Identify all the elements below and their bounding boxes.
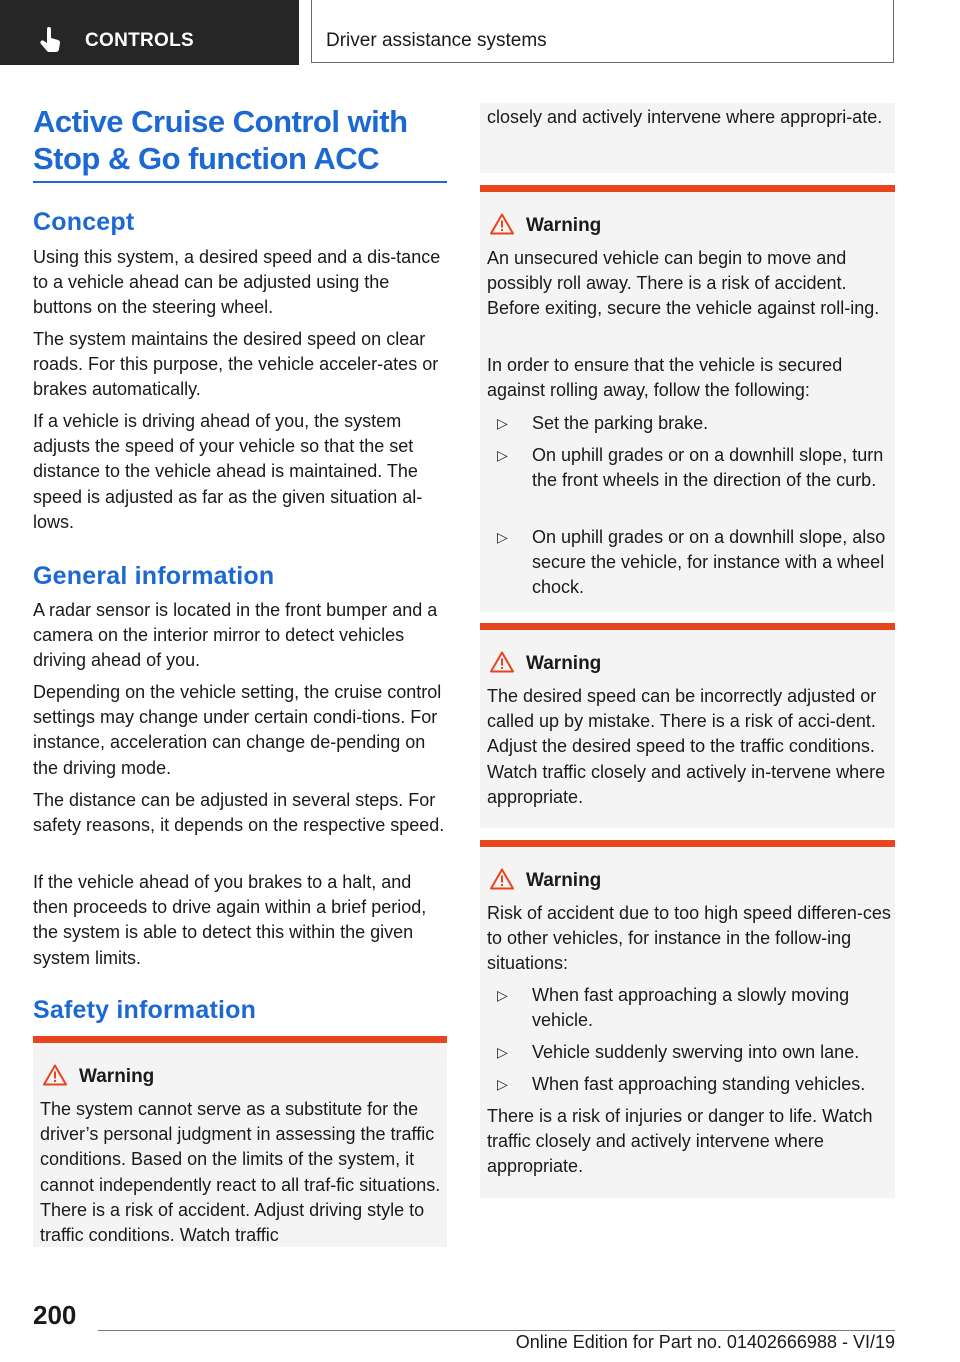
footer-divider [98, 1330, 895, 1331]
warning-box-2 [480, 185, 895, 612]
warning-triangle-icon [490, 651, 514, 673]
concept-paragraph-3: If a vehicle is driving ahead of you, the system adjusts the speed of your vehicle so that the set distance to the vehicle ahead is maintained. The speed is adjusted as far as the given situation al-lows. [33, 411, 423, 532]
page-title: Active Cruise Control with Stop & Go function ACC [33, 104, 408, 176]
general-paragraph-3: The distance can be adjusted in several steps. For safety reasons, it depends on the respective speed. [33, 790, 445, 836]
warning-bar [480, 623, 895, 630]
safety-heading: Safety information [33, 996, 257, 1024]
warning-text-2: In order to ensure that the vehicle is secured against rolling away, follow the following: [487, 355, 843, 401]
warning-text: The system cannot serve as a substitute for the driver’s personal judgment in assessing the traffic conditions. Based on the limits of the system, it cannot independently react to all traf-fic situations. There is a risk of accident. Adjust driving style to traffic conditions. Watch traffic [40, 1099, 441, 1246]
concept-paragraph-2: The system maintains the desired speed on clear roads. For this purpose, the vehicle acceler-ates or brakes automatically. [33, 329, 439, 400]
bullet-triangle-icon: ▷ [497, 1076, 508, 1092]
title-divider [33, 181, 447, 183]
warning-title: Warning [526, 653, 602, 674]
concept-paragraph-1: Using this system, a desired speed and a dis-tance to a vehicle ahead can be adjusted using the buttons on the steering wheel. [33, 247, 441, 318]
list-item-text: On uphill grades or on a downhill slope, turn the front wheels in the direction of the curb. [532, 445, 884, 491]
warning-box-3 [480, 623, 895, 828]
page-number: 200 [33, 1300, 77, 1330]
warning-triangle-icon [43, 1064, 67, 1086]
general-paragraph-1: A radar sensor is located in the front bumper and a camera on the interior mirror to detect vehicles driving ahead of you. [33, 600, 438, 671]
bullet-triangle-icon: ▷ [497, 447, 508, 463]
warning-text-1: An unsecured vehicle can begin to move and possibly roll away. There is a risk of accident. Before exiting, secure the vehicle against roll-ing. [487, 248, 880, 319]
bullet-triangle-icon: ▷ [497, 529, 508, 545]
warning-text-2: There is a risk of injuries or danger to life. Watch traffic closely and actively intervene where appropriate. [487, 1106, 873, 1177]
warning-text: The desired speed can be incorrectly adjusted or called up by mistake. There is a risk of acci-dent. Adjust the desired speed to the traffic conditions. Watch traffic closely and actively in-tervene where appropriate. [487, 686, 886, 807]
bullet-triangle-icon: ▷ [497, 987, 508, 1003]
bullet-triangle-icon: ▷ [497, 1044, 508, 1060]
warning-box-1-continued [480, 103, 895, 173]
pointing-hand-icon [40, 27, 62, 53]
chapter-box [311, 0, 894, 63]
warning-triangle-icon [490, 213, 514, 235]
list-item-text: Vehicle suddenly swerving into own lane. [532, 1042, 860, 1062]
bullet-triangle-icon: ▷ [497, 415, 508, 431]
warning-bar [480, 185, 895, 192]
list-item-text: When fast approaching a slowly moving vehicle. [532, 985, 850, 1031]
warning-text-1: Risk of accident due to too high speed differen-ces to other vehicles, for instance in the follow-ing situations: [487, 903, 891, 974]
warning-title: Warning [526, 215, 602, 236]
section-tab [0, 0, 299, 65]
warning-box-4 [480, 840, 895, 1198]
general-paragraph-4: If the vehicle ahead of you brakes to a halt, and then proceeds to drive again within a brief period, the system is able to detect this within the given system limits. [33, 872, 427, 968]
warning-bar [33, 1036, 447, 1043]
warning-bar [480, 840, 895, 847]
warning-triangle-icon [490, 868, 514, 890]
list-item-text: When fast approaching standing vehicles. [532, 1074, 866, 1094]
general-heading: General information [33, 562, 275, 590]
edition-note: Online Edition for Part no. 01402666988 - VI/19 [515, 1332, 895, 1352]
concept-heading: Concept [33, 208, 135, 236]
section-label: CONTROLS [85, 30, 195, 51]
list-item-text: On uphill grades or on a downhill slope, also secure the vehicle, for instance with a wheel chock. [532, 527, 886, 598]
general-paragraph-2: Depending on the vehicle setting, the cruise control settings may change under certain condi-tions. For instance, acceleration can change de-pending on the driving mode. [33, 682, 442, 778]
warning-box-1 [33, 1036, 447, 1247]
warning-text-continued: closely and actively intervene where appropri-ate. [487, 107, 883, 127]
list-item-text: Set the parking brake. [532, 413, 709, 433]
warning-title: Warning [79, 1066, 155, 1087]
warning-title: Warning [526, 870, 602, 891]
chapter-label: Driver assistance systems [326, 30, 547, 51]
